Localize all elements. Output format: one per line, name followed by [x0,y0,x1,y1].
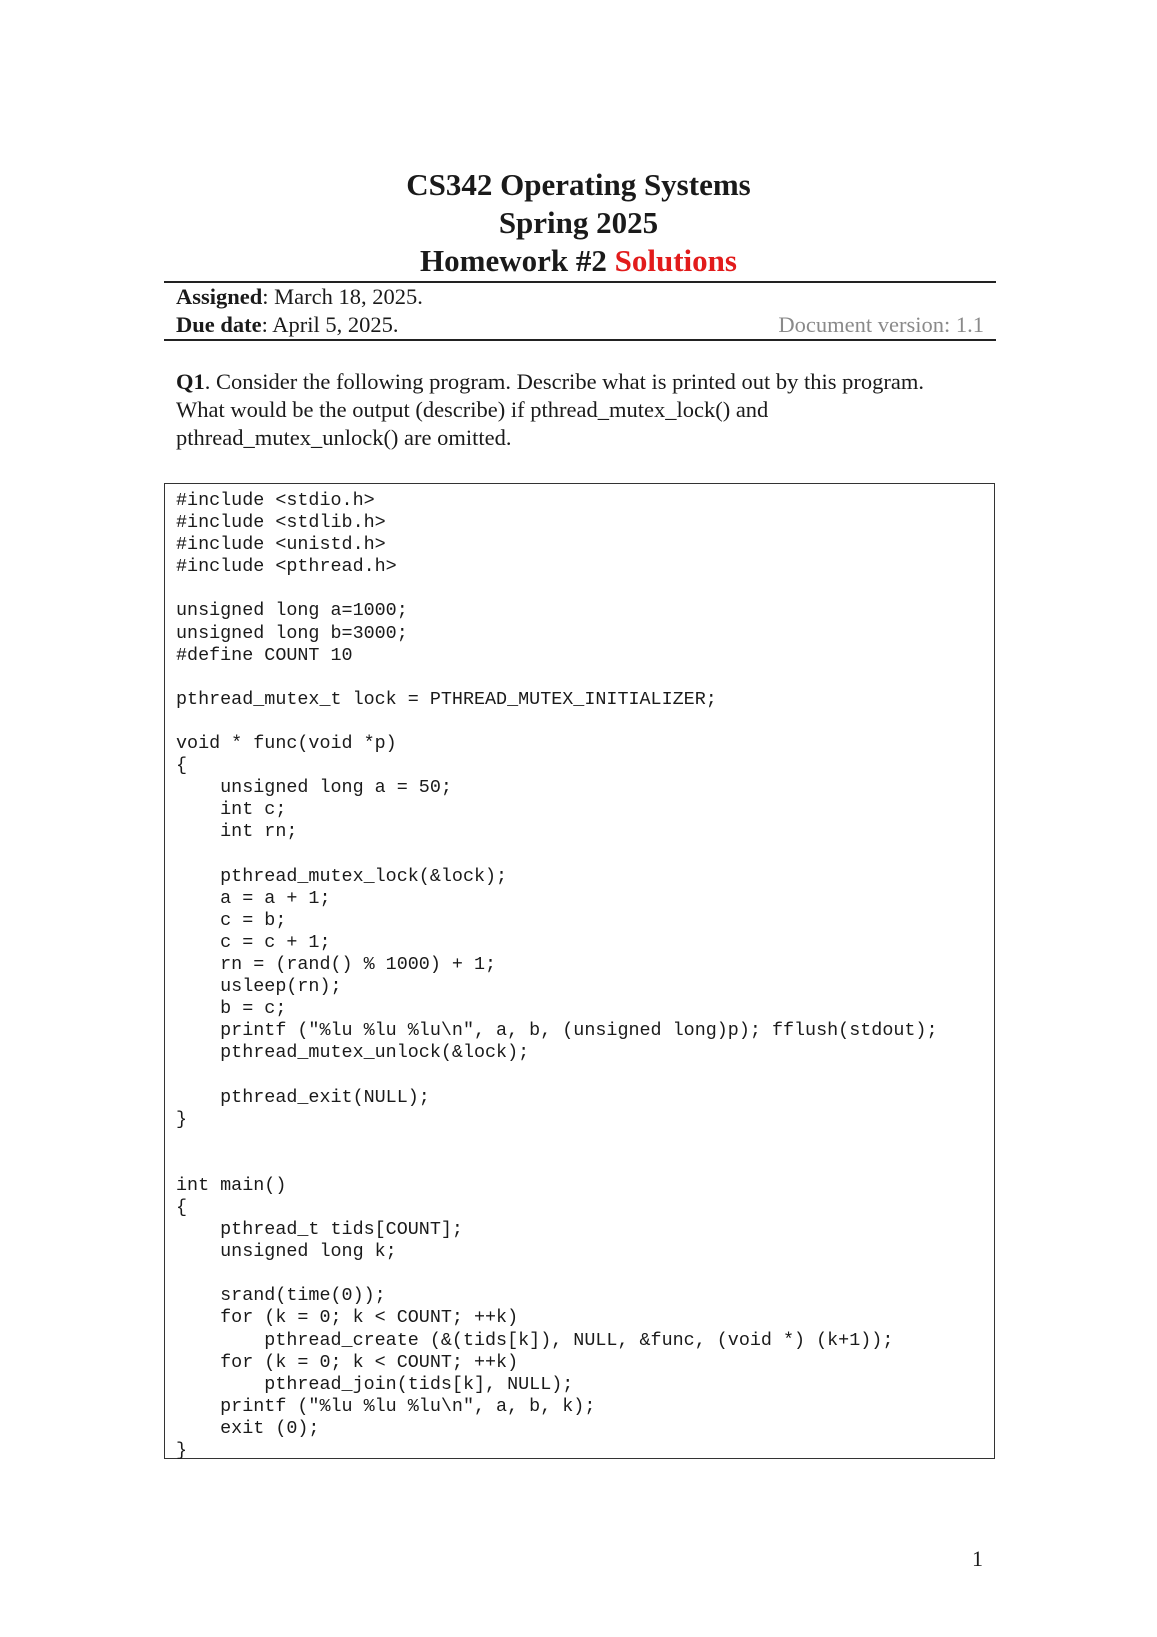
due-date-value: : April 5, 2025. [261,312,399,337]
due-date-label: Due date [176,312,262,337]
code-listing-box [164,483,995,1462]
homework-label: Homework #2 [420,243,607,278]
assigned-value: : March 18, 2025. [262,284,423,309]
assigned-line [176,283,984,311]
course-title: CS342 Operating Systems [406,167,751,202]
document-version: Document version: 1.1 [778,312,984,337]
homework-title [0,242,1157,280]
solutions-label: Solutions [614,243,737,278]
code-listing: #include <stdio.h> #include <stdlib.h> #include <unistd.h> #include <pthread.h> unsigned long a=1000; unsigned long b=3000; #define COUNT 10 pthread_mutex_t lock = PTHREAD_MUTEX_INITIALIZER; void * func(void *p) { unsigned long a = 50; int c; int rn; pthread_mutex_lock(&lock); a = a + 1; c = b; c = c + 1; rn = (rand() % 1000) + 1; usleep(rn); b = c; printf ("%lu %lu %lu\n", a, b, (unsigned long)p); fflush(stdout); pthread_mutex_unlock(&lock); pthread_exit(NULL); } int main() { pthread_t tids[COUNT]; unsigned long k; srand(time(0)); for (k = 0; k < COUNT; ++k) pthread_create (&(tids[k]), NULL, &func, (void *) (k+1)); for (k = 0; k < COUNT; ++k) pthread_join(tids[k], NULL); printf ("%lu %lu %lu\n", a, b, k); exit (0); } [176,490,938,1462]
bottom-rule [164,339,996,341]
question-1 [176,368,976,452]
due-date-line [176,311,984,339]
question-text: . Consider the following program. Describe what is printed out by this program. What would be the output (describe) if pthread_mutex_lock() and pthread_mutex_unlock() are omitted. [176,369,925,450]
term-title: Spring 2025 [498,205,659,240]
document-title [0,166,1157,280]
assigned-label: Assigned [176,284,263,309]
page-number: 1 [972,1546,983,1571]
question-label: Q1 [176,369,205,394]
